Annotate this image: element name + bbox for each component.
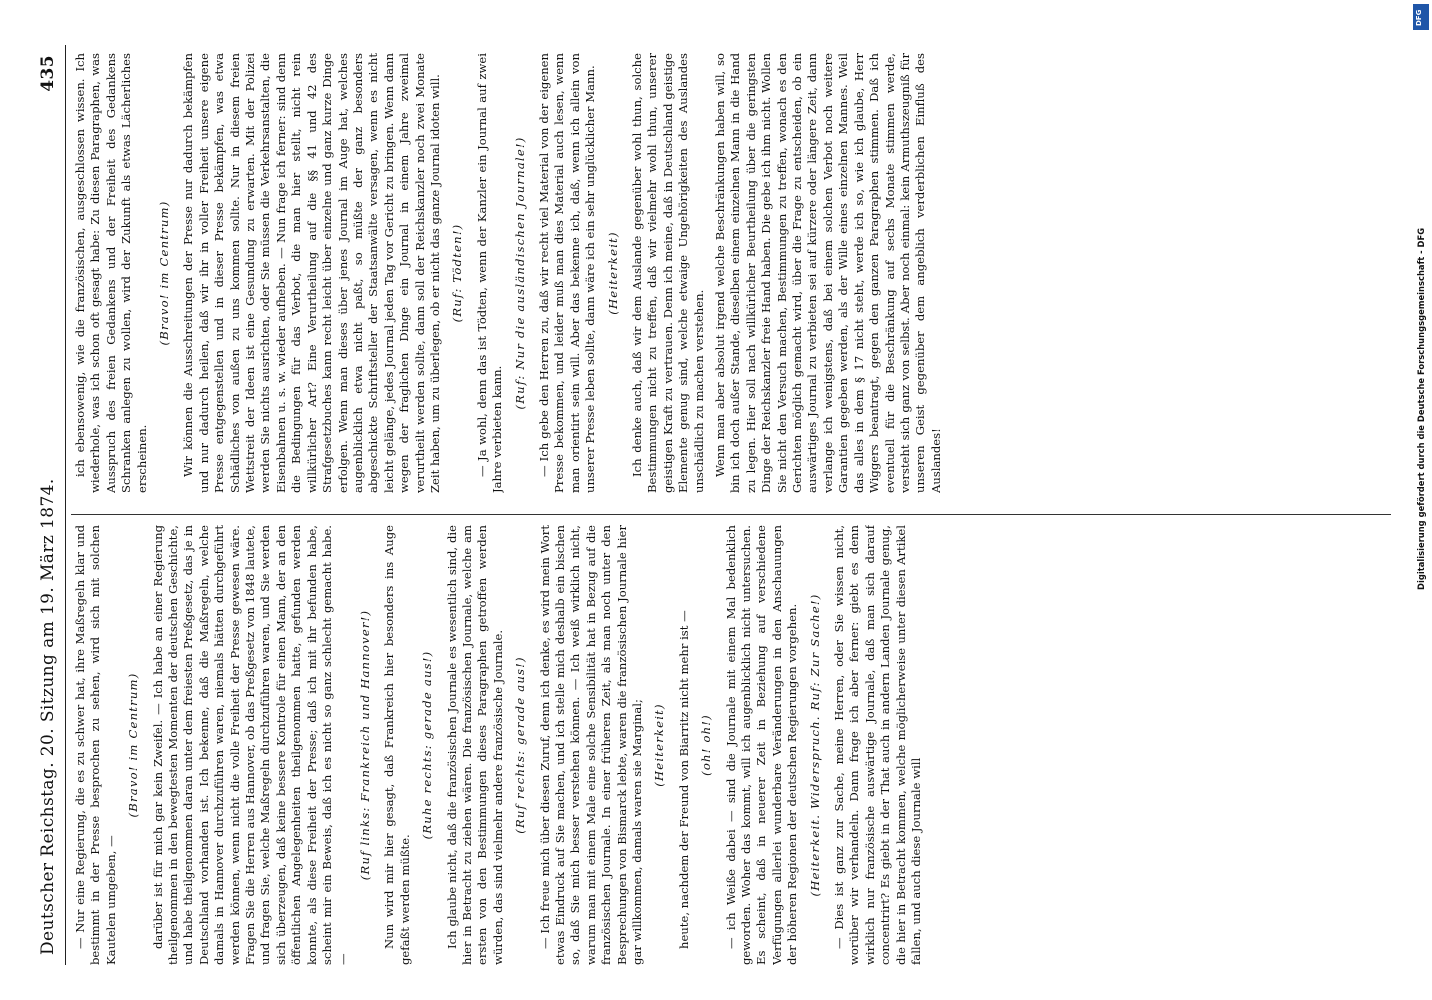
paragraph: — ich Weiße dabei — sind die Journale mit einem Mal bedenklich geworden. Woher das kommt, will ich augenblicklich nicht untersuchen. Es scheint, daß in neuerer Zeit in Beziehung auf verschiedene Verfügungen allerlei wunderbare Veränderungen in den Anschauungen der höheren Regionen der deutschen Regierungen vorgehen. — [723, 525, 800, 965]
paragraph: — Ich freue mich über diesen Zuruf, denn ich denke, es wird mein Wort etwas Eindruck auf Sie machen, und ich stelle mich deshalb ein bischen so, daß Sie mich besser verstehen können. — Ich weiß wirklich nicht, warum man mit einem Male eine solche Sensibilität hat in Bezug auf die französischen Journale. In einer früheren Zeit, als man noch unter den Besprechungen von Bismarck lebte, waren die französischen Journale hier gar willkommen, damals waren sie Marginal; — [537, 525, 644, 965]
interjection: (oh! oh!) — [699, 714, 714, 776]
paragraph: Ich glaube nicht, daß die französischen Journale es wesentlich sind, die hier in Betracht zu ziehen wären. Die französischen Journale, welche am ersten von den Bestimmungen dieses Paragraphen getroffen werden würden, das sind vielmehr andere französische Journale. — [444, 525, 505, 965]
credit-text: Digitalisierung gefördert durch die Deutsche Forschungsgemeinschaft - DFG — [1416, 227, 1426, 590]
paragraph: ich ebensowenig, wie die französischen, ausgeschlossen wissen. Ich wiederhole, was ich schon oft gesagt habe: Zu diesen Paragraphen, was Ausspruch des freien Gedankens und der Freiheit des Gedankens Schranken anlegen zu wollen, wird der Zukunft als etwas Lächerliches erscheinen. — [73, 53, 149, 493]
running-header — [35, 55, 61, 955]
paragraph: heute, nachdem der Freund von Biarritz nicht mehr ist — — [676, 610, 691, 949]
header-title: Deutscher Reichstag. 20. Sitzung am 19. März 1874. — [38, 478, 58, 955]
paragraph: Ich denke auch, daß wir dem Auslande gegenüber wohl thun, solche Bestimmungen nicht zu treffen, daß wir vielmehr wohl thun, unserer geistigen Kraft zu vertrauen. Denn ich meine, daß in Deutschland geistige Elemente genug sind, welche etwaige Ungehörigkeiten des Auslandes unschädlich zu machen verstehen. — [630, 53, 706, 493]
paragraph: Wenn man aber absolut irgend welche Beschränkungen haben will, so bin ich doch außer Stande, dieselben einem einzelnen Mann in die Hand zu legen. Hier soll nach willkürlicher Beurtheilung über die geringsten Dinge der Reichskanzler freie Hand haben. Die gebe ich ihm nicht. Wollen Sie nicht den Versuch machen, Bestimmungen zu treffen, wonach es den Gerichten möglich gemacht wird, über die Frage zu entscheiden, ob ein auswärtiges Journal zu verbieten sei auf kürzere oder längere Zeit, dann verlange ich wenigstens, daß bei einem solchen Verbot noch weitere Garantien gegeben werden, als der Wille eines einzelnen Mannes. Weil das alles in dem § 17 nicht steht, werde ich so, wie ich glaube, Herr Wiggers beantragt, gegen den ganzen Paragraphen stimmen. Daß ich eventuell für die Beschränkung auf sechs Monate stimmen werde, versteht sich ganz von selbst. Aber noch einmal: kein Armuthszeugniß für unseren Geist gegenüber dem angeblich verderblichen Einfluß des Auslandes! — [713, 53, 943, 493]
paragraph: — Dies ist ganz zur Sache, meine Herren, oder Sie wissen nicht, worüber wir verhandeln. Dann frage ich aber ferner: giebt es denn wirklich nur französische auswärtige Journale, daß man sich darauf concentrirt? Es giebt in der That auch in andern Landen Journale genug, die hier in Betracht kommen, welche möglicherweise unter diesen Artikel fallen, und auch diese Journale will — [832, 525, 924, 965]
interjection: (Heiterkeit) — [652, 703, 667, 787]
left-column — [73, 525, 1393, 965]
digitization-credit — [1413, 0, 1429, 1000]
interjection: (Bravo! im Centrum) — [157, 200, 172, 346]
column-divider — [71, 514, 1391, 515]
paragraph: Wir können die Ausschreitungen der Presse nur dadurch bekämpfen und nur dadurch heilen, daß wir ihr in voller Freiheit unsere eigene Presse entgegenstellen und in dieser Presse bekämpfen, was etwa Schädliches von außen zu uns kommen sollte. Nur in diesem freien Wettstreit der Ideen ist eine Gesundung zu erwarten. Mit der Polizei werden Sie nichts ausrichten, oder Sie müssen die Verkehrsanstalten, die Eisenbahnen u. s. w. wieder aufheben. — Nun frage ich ferner: sind denn die Bedingungen für das Verbot, die man hier stellt, nicht rein willkürlicher Art? Eine Verurtheilung auf die §§ 41 und 42 des Strafgesetzbuches kann recht leicht über einzelne und ganz kurze Dinge erfolgen. Wenn man dieses über jenes Journal im Auge hat, welches augenblicklich etwa nicht paßt, so müßte der ganz besonders abgeschickte Schriftsteller der Staatsanwälte versagen, wenn es nicht leicht gelänge, jedes Journal jeden Tag vor Gericht zu bringen. Wenn dann wegen der fraglichen Dinge ein Journal in einem Jahre zweimal verurtheilt werden sollte, dann soll der Reichskanzler noch zwei Monate Zeit haben, um zu überlegen, ob er nicht das ganze Journal idoten will. — [181, 53, 442, 493]
interjection: (Ruf: Tödten!) — [450, 223, 465, 323]
interjection: (Heiterkeit) — [605, 231, 620, 315]
right-column — [73, 53, 1393, 493]
paragraph: — Ich gebe den Herren zu, daß wir recht viel Material von der eigenen Presse bekommen, und leider muß man dies Material auch lesen, wenn man orientirt sein will. Aber das bekenne ich, daß, wenn ich allein von unserer Presse leben sollte, dann wäre ich ein sehr unglücklicher Mann. — [536, 53, 598, 493]
interjection: (Ruhe rechts: gerade aus!) — [420, 650, 435, 840]
page-number: 435 — [38, 55, 58, 92]
paragraph: darüber ist für mich gar kein Zweifel. — Ich habe an einer Regierung theilgenommen in den bewegtesten Momenten der deutschen Geschichte, und habe theilgenommen daran unter dem freiesten Preßgesetz, das je in Deutschland vorhanden ist. Ich bekenne, daß die Maßregeln, welche damals in Hannover durchzuführen waren, niemals hätten durchgeführt werden können, wenn nicht die volle Freiheit der Presse gewesen wäre. Fragen Sie die Herren aus Hannover, ob das Preßgesetz von 1848 lautete, und fragen Sie, welche Maßregeln durchzuführen waren, und Sie werden sich überzeugen, daß keine bessere Kontrole für einen Mann, der an den öffentlichen Angelegenheiten theilgenommen hatte, gefunden werden konnte, als diese Freiheit der Presse; daß ich mit ihr befunden habe, scheint mir ein Beweis, daß ich es nicht so ganz schlecht gemacht habe. — — [150, 525, 350, 965]
interjection: (Ruf: Nur die ausländischen Journale!) — [512, 136, 527, 410]
header-rule — [65, 45, 66, 965]
interjection: (Ruf links: Frankreich und Hannover!) — [357, 609, 372, 881]
page-content — [25, 25, 1405, 985]
paragraph: — Ja wohl, denn das ist Tödten, wenn der Kanzler ein Journal auf zwei Jahre verbieten kann. — [474, 53, 505, 493]
interjection: (Ruf rechts: gerade aus!) — [513, 656, 528, 834]
dfg-logo-text: DFG — [1415, 9, 1423, 26]
paragraph: — Nur eine Regierung, die es zu schwer hat, ihre Maßregeln klar und bestimmt in der Presse besprochen zu sehen, wird sich mit solchen Kautelen umgeben, — — [73, 525, 118, 965]
paragraph: Nun wird mir hier gesagt, daß Frankreich hier besonders ins Auge gefaßt werden müßte. — [382, 525, 412, 965]
interjection: (Bravo! im Centrum) — [126, 672, 141, 818]
interjection: (Heiterkeit. Widerspruch. Ruf: Zur Sache!) — [807, 593, 822, 897]
